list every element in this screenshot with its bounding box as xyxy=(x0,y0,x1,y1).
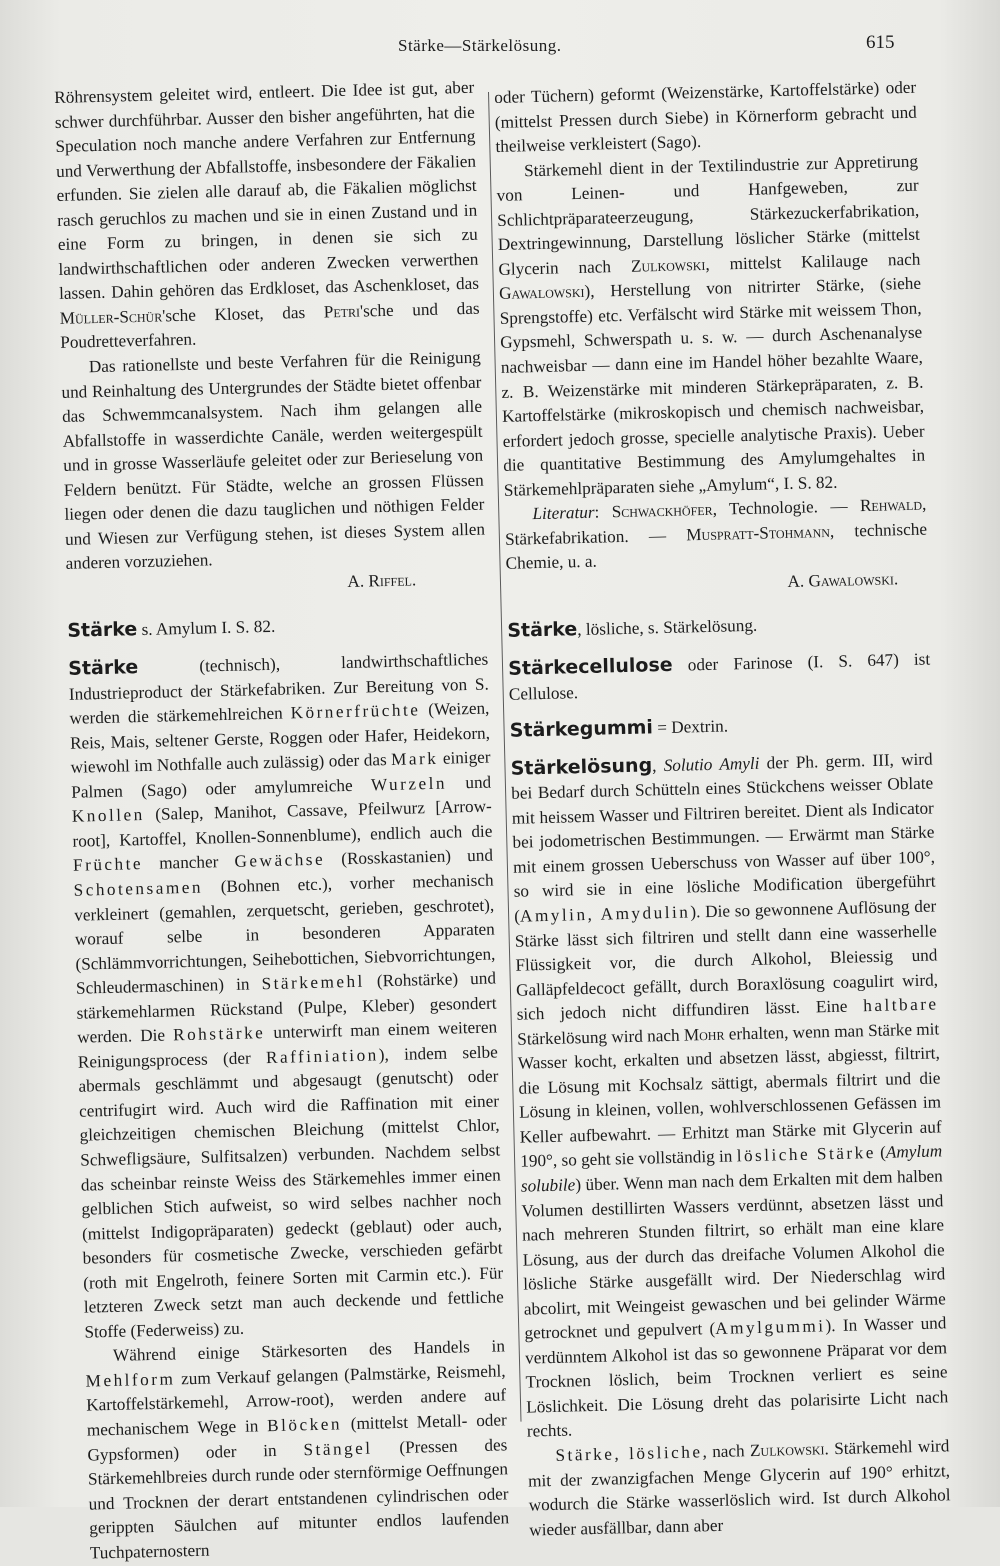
literature-references: Literatur: Schwackhöfer, Technologie. — Rehwald, Stärkefabrikation. — Muspratt-Stohmann, technische Chemie, u. a. xyxy=(504,494,928,574)
entry-headword: Stärkegummi xyxy=(509,716,654,742)
entry-headword: Stärke xyxy=(67,618,138,643)
author-signature: A. Riffel. xyxy=(347,570,417,591)
paragraph-staerke-forms: Während einige Stärkesorten des Handels in Mehlform zum Verkauf gelangen (Palmstärke, Reismehl, Kartoffelstärkemehl, Arrow-root), werden andere auf mechanischem Wege in Blöcken (mittelst Metall- oder Gypsformen) oder in Stängel (Pressen des Stärkemehlbreies durch runde oder sternförmige Oeffnungen und Trocknen der derart entstandenen cylindrischen oder gerippten Säulchen auf mitunter endlos laufenden Tuchpaternostern xyxy=(85,1336,510,1563)
entry-headword: Stärke xyxy=(507,618,578,643)
paragraph-loesliche-staerke: Stärke, lösliche, nach Zulkowski. Stärkemehl wird mit der zwanzigfachen Menge Glycerin auf 190° erhitzt, wodurch die Stärke wasserlöslich wird. Ist durch Alkohol wieder ausfällbar, dann aber xyxy=(527,1436,951,1540)
right-column xyxy=(494,76,951,1543)
entry-staerkecellulose: Stärkecellulose oder Farinose (I. S. 647) ist Cellulose. xyxy=(507,649,931,704)
entry-staerke-amylum: Stärke s. Amylum I. S. 82. xyxy=(67,617,276,643)
author-signature: A. Gawalowski. xyxy=(787,569,899,591)
entry-headword: Stärkecellulose xyxy=(507,653,673,680)
entry-staerke-loesliche: Stärke, lösliche, s. Stärkelösung. xyxy=(507,616,758,643)
running-title: Stärke—Stärkelösung. xyxy=(398,36,562,55)
entry-headword: Stärkelösung xyxy=(510,754,653,780)
paragraph-sewer-system: Das rationellste und beste Verfahren für die Reinigung und Reinhaltung des Untergrundes der Städte bietet offenbar das Schwemmcanalsystem. Nach ihm gelangen alle Abfallstoffe in wasserdichte Canäle, werden weitergespült und in grosse Wasserläufe geleitet oder zur Berieselung von Feldern benützt. Für Städte, welche an grossen Flüssen liegen oder denen die dazu tauglichen und nöthigen Felder und Wiesen zur Verfügung stehen, ist dieses System allen anderen vorzuziehen. xyxy=(61,347,486,574)
paragraph-staerkemehl-uses: Stärkemehl dient in der Textilindustrie zur Appretirung von Leinen- und Hanfgeweben, zur Schlichtpräparateerzeugung, Stärkezuckerfabrikation, Dextringewinnung, Darstellung löslicher Stärke (mittelst Glycerin nach Zulkowski, mittelst Kalilauge nach Gawalowski), Herstellung von nitrirter Stärke, (siehe Sprengstoffe) etc. Verfälscht wird Stärke mit weissem Thon, Gypsmehl, Schwerspath u. s. w. — durch Aschenanalyse nachweisbar — dann eine im Handel höher bezahlte Waare, z. B. Weizenstärke mit minderen Stärkepräparaten, z. B. Kartoffelstärke (mikroskopisch und chemisch nachweisbar, erfordert jedoch grosse, specielle analytische Praxis). Ueber die quantitative Bestimmung des Amylumgehaltes in Stärkemehlpräparaten siehe „Amylum“, I. S. 82. xyxy=(496,151,926,500)
paragraph-sewage-methods: Röhrensystem geleitet wird, entleert. Die Idee ist gut, aber schwer durchführbar. Ausser den bisher angeführten, hat die Speculation noch manche andere Verfahren zur Entfernung und Verwerthung der Abfallstoffe, insbesondere der Fäkalien erfunden. Sie zielen alle darauf ab, die Fäkalien möglichst rasch geruchlos zu machen und sie in einen Zustand und in eine Form zu bringen, in denen sie sich zu landwirthschaftlichen oder anderen Zwecken verwerthen lassen. Dahin gehören das Erdkloset, das Aschenkloset, das Müller-Schür'sche Kloset, das Petri'sche und das Poudretteverfahren. xyxy=(54,77,480,353)
entry-staerkegummi: Stärkegummi = Dextrin. xyxy=(509,716,729,742)
page-number: 615 xyxy=(866,32,895,53)
entry-staerke-technisch: Stärke (technisch), landwirthschaftliches Industrieproduct der Stärkefabriken. Zur Bereitung von S. werden die stärkemehlreichen Körnerfrüchte (Weizen, Reis, Mais, seltener Gerste, Roggen oder Hafer, Heidekorn, wiewohl im Nothfalle auch zulässig) oder das Mark einiger Palmen (Sago) oder amylumreiche Wurzeln und Knollen (Salep, Manihot, Cassave, Pfeilwurz [Arrow-root], Kartoffel, Knollen-Sonnenblume), endlich auch die Früchte mancher Gewächse (Rosskastanien) und Schotensamen (Bohnen etc.), vorher mechanisch verkleinert (gemahlen, zerquetscht, gerieben, geschrotet), worauf selbe in besonderen Apparaten (Schlämmvorrichtungen, Seihebottichen, Siebvorrichtungen, Schleudermaschinen) in Stärkemehl (Rohstärke) und stärkemehlarmen Rückstand (Pulpe, Kleber) gesondert werden. Die Rohstärke unterwirft man einem weiteren Reinigungsprocess (der Raffiniation), indem selbe abermals geschlämmt und abgesaugt (genutscht) oder centrifugirt wird. Auch wird die Raffination mit einer gleichzeitigen chemischen Bleichung (mittelst Chlor, Schwefligsäure, Sulfitsalzen) verbunden. Nachdem selbst das scheinbar reinste Weiss des Stärkemehles immer einen gelblichen Stich aufweist, so wird selbes nachher noch (mittelst Indigopräparaten) gedeckt (geblaut) oder auch, besonders für cosmetische Zwecke, verschieden gefärbt (roth mit Engelroth, feinere Sorten mit Carmin etc.). Für letzteren Zweck setzt man auch deckende und fettliche Stoffe (Federweiss) zu. xyxy=(67,649,504,1342)
page-header xyxy=(0,30,1000,60)
entry-staerkeloesung: Stärkelösung, Solutio Amyli der Ph. germ. III, wird bei Bedarf durch Schütteln eines Stückchens weisser Oblate mit heissem Wasser und Filtriren bereitet. Dient als Indicator bei jodometrischen Bestimmungen. — Erwärmt man Stärke mit einem grossen Ueberschuss von Wasser auf über 100°, so wird sie in eine lösliche Modification übergeführt (Amylin, Amydulin). Die so gewonnene Auflösung der Stärke lässt sich filtriren und stellt dann eine wasserhelle Flüssigkeit vor, die durch Alkohol, Bleiessig und Galläpfeldecoct gefällt, durch Boraxlösung coagulirt wird, sich jedoch nicht diffundiren lässt. Eine haltbare Stärkelösung wird nach Mohr erhalten, wenn man Stärke mit Wasser kocht, erkalten und absetzen lässt, abgiesst, filtrirt, die Lösung mit Kochsalz sättigt, abermals filtrirt und die Lösung in kleinen, vollen, wohlverschlossenen Gefässen im Keller aufbewahrt. — Erhitzt man Stärke mit Glycerin auf 190°, so geht sie vollständig in lösliche Stärke (Amylum solubile) über. Wenn man nach dem Erkalten mit dem halben Volumen destillirten Wassers verdünnt, absetzen lässt und nach mehreren Stunden filtrirt, so erhält man eine klare Lösung, aus der durch das dreifache Volumen Alkohol die lösliche Stärke ausgefällt wird. Der Niederschlag wird abcolirt, mit Weingeist gewaschen und bei gelinder Wärme getrocknet und gepulvert (Amylgummi). In Wasser und verdünntem Alkohol ist das so gewonnene Präparat vor dem Trocknen löslich, beim Trocknen verliert es seine Löslichkeit. Die Lösung dreht das polarisirte Licht nach rechts. xyxy=(510,749,949,1442)
entry-headword: Stärke xyxy=(67,656,139,680)
paragraph-continuation: oder Tüchern) geformt (Weizenstärke, Kartoffelstärke) oder (mittelst Pressen durch Siebe) in Körnerform gebracht und theilweise verkleistert (Sago). xyxy=(494,77,917,157)
left-column xyxy=(54,76,510,1566)
